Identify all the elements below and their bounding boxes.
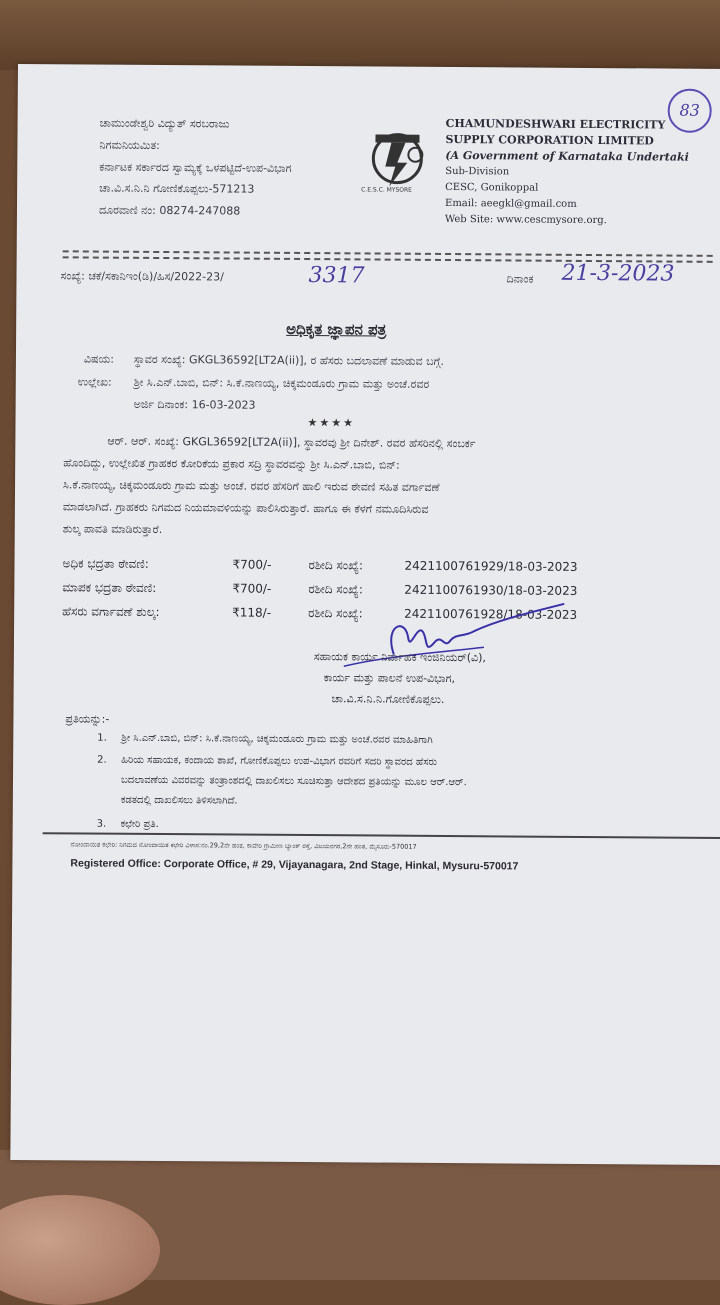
- copy-item-text: ಹಿರಿಯ ಸಹಾಯಕ, ಕಂದಾಯ ಶಾಖೆ, ಗೋಣಿಕೊಪ್ಪಲು ಉಪ-ವಿಭಾಗ ರವರಿಗೆ ಸದರಿ ಸ್ಥಾವರದ ಹೆಸರು: [121, 754, 438, 768]
- reference-number-label: ಸಂಖ್ಯೆ: ಚಕೆ/ಸಕಾನಿಇಂ(ಡಿ)/ಹಿಸ/2022-23/: [60, 269, 224, 284]
- signature: [324, 596, 605, 678]
- circled-number-annotation: 83: [668, 89, 712, 133]
- copy-item-number: 2.: [97, 754, 107, 766]
- header-en-line-7: Web Site: www.cescmysore.org.: [444, 213, 607, 227]
- receipt-label: ರಶೀದಿ ಸಂಖ್ಯೆ:: [308, 606, 363, 621]
- header-kn-line-1: ಚಾಮುಂಡೇಶ್ವರಿ ವಿದ್ಯುತ್ ಸರಬರಾಜು: [99, 116, 230, 131]
- header-kn-line-5: ದೂರವಾಣಿ ನಂ: 08274-247088: [98, 203, 241, 218]
- fee-label: ಹೆಸರು ವರ್ಗಾವಣೆ ಶುಲ್ಕ:: [62, 604, 160, 620]
- reference-text: ಶ್ರೀ ಸಿ.ಎನ್.ಬಾಬಿ, ಬಿನ್: ಸಿ.ಕೆ.ನಾಣಯ್ಯ, ಚಿಕ್ಕಮಂಡೂರು ಗ್ರಾಮ ಮತ್ತು ಅಂಚೆ.ರವರ: [133, 375, 430, 391]
- body-line-5: ಶುಲ್ಕ ಪಾವತಿ ಮಾಡಿರುತ್ತಾರೆ.: [62, 522, 163, 537]
- application-date: ಅರ್ಜಿ ದಿನಾಂಕ: 16-03-2023: [133, 397, 256, 412]
- header-kn-line-4: ಚಾ.ವಿ.ಸ.ನಿ.ನಿ ಗೋಣಿಕೊಪ್ಪಲು-571213: [99, 181, 255, 196]
- header-en-line-2: SUPPLY CORPORATION LIMITED: [445, 132, 654, 148]
- receipt-label: ರಶೀದಿ ಸಂಖ್ಯೆ:: [308, 558, 364, 573]
- date-label: ದಿನಾಂಕ: [506, 272, 534, 286]
- copy-item-text: ಕಛೇರಿ ಪ್ರತಿ.: [120, 818, 159, 831]
- body-line-1: ಆರ್. ಆರ್. ಸಂಖ್ಯೆ: GKGL36592[LT2A(ii)], ಸ್ಥಾವರವು ಶ್ರೀ ದಿನೇಶ್. ರವರ ಹೆಸರಿನಲ್ಲಿ ಸಂಬರ್ಕ: [107, 434, 476, 451]
- copy-item-text: ಬದಲಾವಣೆಯ ವಿವರವನ್ನು ತಂತ್ರಾಂಶದಲ್ಲಿ ದಾಖಲಿಸಲು ಸೂಚಿಸುತ್ತಾ ಆದೇಶದ ಪ್ರತಿಯನ್ನು ಮೂಲ ಆರ್.ಆರ್.: [120, 774, 467, 789]
- background-wall: [0, 0, 720, 70]
- subject-label: ವಿಷಯ:: [83, 352, 115, 366]
- footer-divider: [43, 832, 720, 839]
- signatory-line-2: ಕಾರ್ಯ ಮತ್ತು ಪಾಲನೆ ಉಪ-ವಿಭಾಗ,: [323, 671, 456, 686]
- separator-stars: ★★★★: [307, 416, 356, 430]
- subject-text: ಸ್ಥಾವರ ಸಂಖ್ಯೆ: GKGL36592[LT2A(ii)], ರ ಹೆಸರು ಬದಲಾವಣೆ ಮಾಡುವ ಬಗ್ಗೆ.: [133, 352, 445, 368]
- body-line-4: ಮಾಡಲಾಗಿದೆ. ಗ್ರಾಹಕರು ನಿಗಮದ ನಿಯಮಾವಳಿಯನ್ನು ಪಾಲಿಸಿರುತ್ತಾರೆ. ಹಾಗೂ ಈ ಕೆಳಗೆ ನಮೂದಿಸಿರುವ: [62, 500, 429, 516]
- header-kn-line-3: ಕರ್ನಾಟಕ ಸರ್ಕಾರದ ಸ್ವಾಮ್ಯಕ್ಕೆ ಒಳಪಟ್ಟಿದೆ-ಉಪ-ವಿಭಾಗ: [99, 160, 292, 175]
- copy-item-number: 1.: [97, 732, 107, 744]
- header-en-line-6: Email: aeegkl@gmail.com: [444, 197, 577, 210]
- signatory-line-1: ಸಹಾಯಕ ಕಾರ್ಯ ನಿರ್ವಾಹಕ ಇಂಜಿನಿಯರ್(ವಿ),: [313, 650, 487, 665]
- cesc-logo: [357, 124, 438, 197]
- fee-label: ಮಾಪಕ ಭದ್ರತಾ ಠೇವಣಿ:: [62, 580, 157, 595]
- body-line-2: ಹೊಂದಿದ್ದು, ಉಲ್ಲೇಖಿತ ಗ್ರಾಹಕರ ಕೋರಿಕೆಯ ಪ್ರಕಾರ ಸದ್ರಿ ಸ್ಥಾವರವನ್ನು ಶ್ರೀ ಸಿ.ಎನ್.ಬಾಬಿ, ಬಿನ್:: [63, 456, 400, 472]
- receipt-number: 2421100761929/18-03-2023: [404, 558, 578, 574]
- fee-amount: ₹118/-: [232, 605, 272, 620]
- fee-amount: ₹700/-: [232, 581, 272, 596]
- reference-number-handwritten: 3317: [308, 263, 365, 289]
- copy-item-text: ಕಡತದಲ್ಲಿ ದಾಖಲಿಸಲು ತಿಳಿಸಲಾಗಿದೆ.: [120, 794, 238, 807]
- copy-item-text: ಶ್ರೀ ಸಿ.ಎನ್.ಬಾಬಿ, ಬಿನ್: ಸಿ.ಕೆ.ನಾಣಯ್ಯ, ಚಿಕ್ಕಮಂಡೂರು ಗ್ರಾಮ ಮತ್ತು ಅಂಚೆ.ರವರ ಮಾಹಿತಿಗಾಗಿ: [121, 732, 433, 746]
- fee-label: ಅಧಿಕ ಭದ್ರತಾ ಠೇವಣಿ:: [62, 556, 149, 571]
- header-en-line-4: Sub-Division: [445, 165, 510, 178]
- header-en-line-1: CHAMUNDESHWARI ELECTRICITY: [445, 116, 666, 132]
- receipt-number: 2421100761930/18-03-2023: [404, 582, 578, 598]
- date-handwritten: 21-3-2023: [561, 260, 675, 287]
- copies-heading: ಪ್ರತಿಯನ್ನು:-: [65, 712, 110, 726]
- document-title: ಅಧಿಕೃತ ಜ್ಞಾಪನ ಪತ್ರ: [286, 319, 387, 339]
- fee-amount: ₹700/-: [232, 557, 272, 572]
- header-kn-line-2: ನಿಗಮನಿಯಮಿತ:: [99, 138, 160, 152]
- body-line-3: ಸಿ.ಕೆ.ನಾಣಯ್ಯ, ಚಿಕ್ಕಮಂಡೂರು ಗ್ರಾಮ ಮತ್ತು ಅಂಚೆ. ರವರ ಹೆಸರಿಗೆ ಹಾಲಿ ಇರುವ ಠೇವಣಿ ಸಹಿತ ವರ್ಗಾವಣೆ: [63, 478, 440, 494]
- header-en-line-3: (A Government of Karnataka Undertaki: [445, 148, 689, 164]
- receipt-label: ರಶೀದಿ ಸಂಖ್ಯೆ:: [308, 582, 363, 597]
- document-page: [10, 64, 720, 1165]
- footer-en-line: Registered Office: Corporate Office, # 29, Vijayanagara, 2nd Stage, Hinkal, Mysuru-570017: [70, 857, 519, 873]
- header-en-line-5: CESC, Gonikoppal: [445, 181, 539, 194]
- logo-caption: C.E.S.C. MYSORE: [361, 186, 413, 194]
- copy-item-number: 3.: [96, 818, 107, 830]
- receipt-number: 2421100761928/18-03-2023: [404, 606, 578, 622]
- signatory-line-3: ಚಾ.ವಿ.ಸ.ನಿ.ನಿ.ಗೋಣಿಕೊಪ್ಪಲು.: [331, 692, 445, 706]
- footer-kn-line: ನೋಂದಾಯಿತ ಕಛೇರಿ: ನಿಗಮದ ನೋಂದಾಯಿತ ಕಛೇರಿ ವಿಳಾಸ:ನಂ.29,2ನೇ ಹಂತ, ಕಾವೇರಿ ಗ್ರಾಮೀಣ ಬ್ಯಾಂಕ್ ರಸ್ತೆ, ವಿಜಯನಗರ,2ನೇ ಹಂತ, ಮೈಸೂರು-570017: [70, 840, 417, 851]
- reference-label: ಉಲ್ಲೇಖ:: [77, 375, 112, 389]
